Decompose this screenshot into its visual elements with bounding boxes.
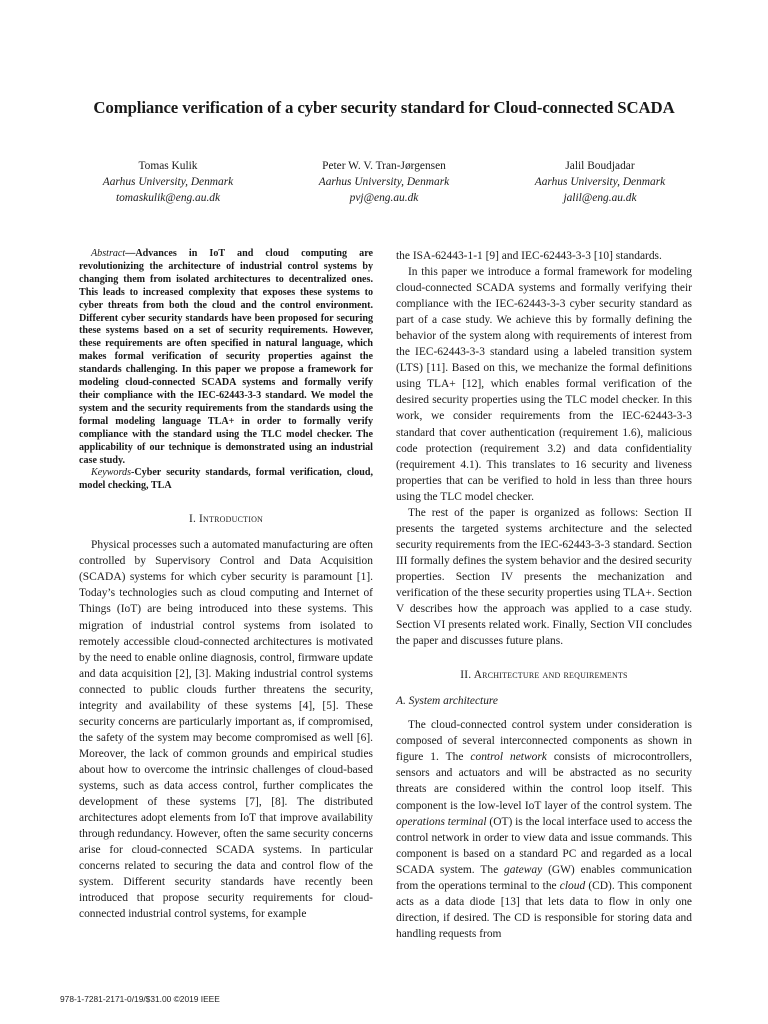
abstract-label: Abstract (91, 248, 126, 259)
author-name: Jalil Boudjadar (565, 160, 635, 172)
author-name: Tomas Kulik (138, 160, 198, 172)
text-run: The cloud-connected control system under consideration is composed of several interconnected components as shown in figure 1. The (396, 719, 692, 764)
section-heading-introduction: I. Introduction (188, 513, 264, 526)
left-column (79, 248, 373, 922)
copyright-footer: 978-1-7281-2171-0/19/$31.00 ©2019 IEEE (60, 994, 220, 1004)
text-run: consists of microcontrollers, sensors and actuators and will be abstracted as no security threats are considered within the control loop itself. This component is the low-level IoT layer of the control system. The (396, 751, 692, 812)
term-gateway: gateway (504, 863, 543, 876)
section-heading-architecture: II. Architecture and requirements (460, 669, 628, 682)
author-2 (276, 158, 492, 206)
author-3 (492, 158, 708, 206)
paper-title: Compliance verification of a cyber security standard for Cloud-connected SCADA (93, 98, 675, 117)
author-affiliation: Aarhus University, Denmark (102, 176, 234, 188)
keywords (79, 467, 373, 493)
text-run: (CD). This component acts as a data diode [13] that lets data to flow in only one direction, if desired. The CD is responsible for storing data and handling requests from (396, 879, 692, 940)
author-name: Peter W. V. Tran-Jørgensen (322, 160, 446, 172)
abstract (79, 248, 373, 467)
body-paragraph (396, 717, 692, 942)
author-affiliation: Aarhus University, Denmark (318, 176, 450, 188)
author-email: tomaskulik@eng.au.dk (115, 192, 221, 204)
body-paragraph: the ISA-62443-1-1 [9] and IEC-62443-3-3 [10] standards. (396, 250, 662, 262)
author-block (60, 158, 708, 206)
text-run: (OT) is the local interface used to access the control network in order to view data and issue commands. This component is based on a standard PC and regarded as a local SCADA system. The (396, 815, 693, 876)
body-paragraph: The rest of the paper is organized as follows: Section II presents the targeted systems architecture and the selected security requirements from the IEC-62443-3-3 standard. Section III formally defines the system behavior and the desired security properties. Section IV presents the mechanization and verification of the these security properties using TLA+. Section V describes how the approach was applied to a case study. Section VI presents related work. Finally, Section VII concludes the paper and discusses future plans. (396, 506, 692, 648)
text-run: (GW) enables communication from the operations terminal to the (396, 863, 692, 892)
term-cloud: cloud (559, 879, 586, 892)
body-paragraph: In this paper we introduce a formal framework for modeling cloud-connected SCADA systems and formally verifying their compliance with the IEC-62443-3-3 cyber security standard as part of a case study. We achieve this by formally defining the behavior of the system along with requirements of interest from the IEC-62443-3-3 standard using a labeled transition system (LTS) [11]. Based on this, we mechanize the formal definitions using TLA+ [12], which enables formal verification of the desired security properties using the TLC model checker. In this work, we consider requirements from the IEC-62443-3-3 standard that cover authentication (requirement 1.6), malicious code protection (requirement 3.2) and data confidentiality (requirement 4.1). This translates to 16 security and liveness properties that can be verified to hold in less than three hours using the TLC model checker. (396, 266, 692, 503)
author-affiliation: Aarhus University, Denmark (534, 176, 666, 188)
subsection-heading-system-architecture: A. System architecture (396, 695, 498, 708)
author-email: pvj@eng.au.dk (349, 192, 419, 204)
body-paragraph: Physical processes such a automated manufacturing are often controlled by Supervisory Control and Data Acquisition (SCADA) systems for which cyber security is paramount [1]. Today’s technologies such as cloud computing and Internet of Things (IoT) are being introduced into these systems. This migration of industrial control systems from isolated to remotely accessible cloud-connected architectures is motivated by the need to enable online diagnosis, control, firmware update and data acquisition [2], [3]. Making industrial control systems connected to public clouds further threatens the security, integrity and availability of these systems [4], [5]. These security concerns are particularly important as, if compromised, the safety of the system may become compromised as well [6]. Moreover, the lack of common grounds and empirical studies about how to overcome the intrinsic challenges of cloud-based systems, such as data access control, further complicates the development of these systems [7], [8]. The distributed architectures adopt elements from IoT that improve availability through redundancy. However, often the same security concerns arise for cloud-connected SCADA systems. In particular concerns related to securing the data and control flow of the system. Different security standards have recently been introduced that propose security requirements for cloud-connected industrial control systems, for example (79, 539, 373, 921)
author-email: jalil@eng.au.dk (563, 192, 637, 204)
keywords-label: Keywords (91, 467, 132, 479)
right-column (396, 248, 692, 942)
term-control-network: control network (470, 751, 547, 764)
abstract-text: —Advances in IoT and cloud computing are revolutionizing the architecture of industrial control systems by changing them from isolated architectures to decentralized ones. This leads to increased complexity that exposes these systems to cyber threats from both the cloud and the control environment. Different cyber security standards have been proposed for securing these systems based on a set of security requirements. However, these requirements are often specified in natural language, which makes formal verification of security properties against the standards challenging. In this paper we propose a framework for modeling cloud-connected SCADA systems and formally verify their compliance with the IEC-62443-3-3 standard. We model the system and the security requirements from the standards using the formal modeling language TLA+ in order to formally verify compliance with the standard using the TLC model checker. The applicability of our technique is demonstrated using an industrial case study. (79, 248, 373, 466)
term-operations-terminal: operations terminal (396, 815, 487, 828)
keywords-text: -Cyber security standards, formal verification, cloud, model checking, TLA (79, 467, 373, 492)
author-1 (60, 158, 276, 206)
